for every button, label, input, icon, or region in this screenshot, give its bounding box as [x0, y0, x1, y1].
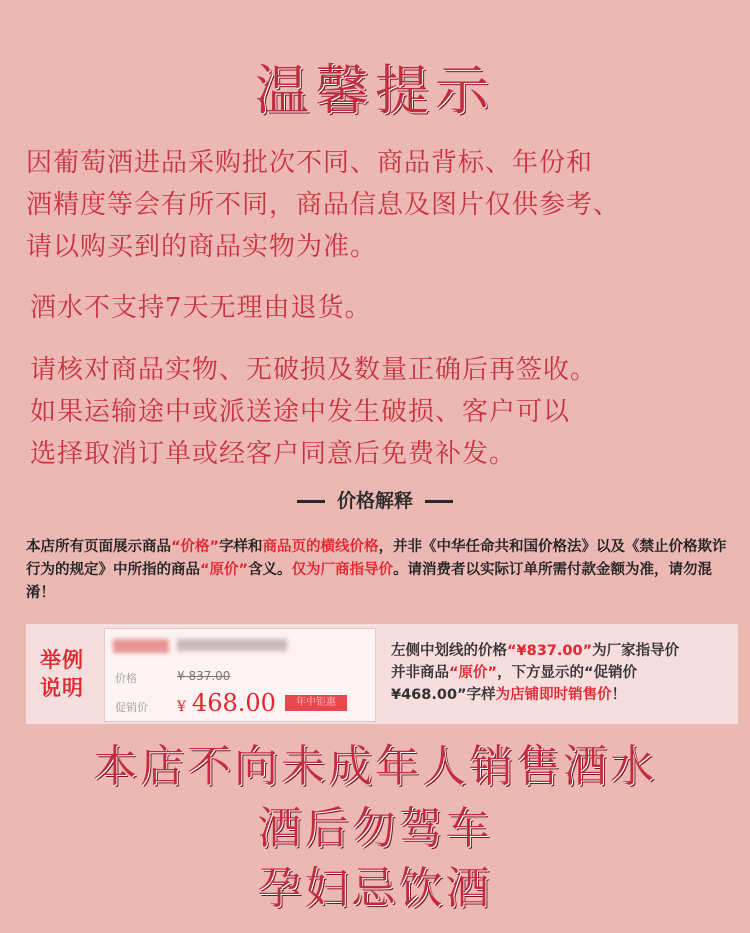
example-box: [26, 624, 738, 724]
sale-price-label: 促销价: [115, 701, 148, 714]
example-text: ，下方显示的“促销价: [497, 665, 638, 681]
strike-price: ¥ 837.00: [177, 669, 231, 683]
notice-line: 请以购买到的商品实物为准。: [26, 232, 378, 262]
notice-line: 如果运输途中或派送途中发生破损、客户可以: [30, 397, 571, 427]
notice-paragraph-1: [26, 142, 620, 268]
explain-text: ，并非《中华任命共和国价格法》以及《禁止价格欺诈行为的规定》中所指的商品: [26, 539, 727, 578]
page-title: 温馨提示: [255, 59, 495, 122]
notice-line: 选择取消订单或经客户同意后免费补发。: [30, 439, 517, 469]
example-line: [391, 684, 679, 706]
example-line: [391, 662, 679, 684]
drink-drive-warning: 酒后勿驾车: [257, 803, 493, 854]
price-heading-text: 价格解释: [336, 490, 413, 512]
explain-text: 本店所有页面展示商品: [26, 539, 171, 555]
example-text: ！: [611, 687, 627, 703]
example-line: [391, 640, 679, 662]
example-text: ¥468.00”字样: [391, 687, 496, 703]
explain-highlight: “原价”: [200, 562, 249, 578]
dash-left: [297, 500, 325, 503]
example-text: 并非商品: [391, 665, 449, 681]
sale-price: [177, 689, 276, 717]
pregnancy-warning: 孕妇忌饮酒: [257, 863, 493, 914]
explain-highlight: “价格”: [171, 539, 220, 555]
explain-text: 。请消费者以实际订单所需付款金额为准，请勿混淆！: [26, 562, 713, 601]
notice-line: 请核对商品实物、无破损及数量正确后再签收。: [30, 355, 598, 385]
price-label: 价格: [115, 672, 137, 685]
dash-right: [425, 500, 453, 503]
price-section-heading: [0, 486, 750, 513]
no-return-notice: 酒水不支持7天无理由退货。: [30, 293, 372, 323]
promo-badge: 年中钜惠: [285, 695, 347, 711]
notice-paragraph-3: [30, 349, 597, 475]
notice-line: 因葡萄酒进品采购批次不同、商品背标、年份和: [26, 148, 594, 178]
example-text: 为厂家指导价: [592, 643, 680, 659]
example-label: 举例说明: [40, 648, 84, 700]
example-highlight: 为店铺即时销售价: [495, 687, 612, 703]
example-text: 左侧中划线的价格: [391, 643, 507, 659]
minor-sale-warning: 本店不向未成年人销售酒水: [93, 741, 657, 792]
explain-highlight: 仅为厂商指导价: [291, 562, 394, 578]
product-price-card: [104, 628, 376, 722]
currency-symbol: ¥: [177, 699, 186, 715]
explain-text: 字样和: [219, 539, 263, 555]
notice-line: 酒精度等会有所不同，商品信息及图片仅供参考、: [26, 190, 621, 220]
blurred-product-desc: [177, 639, 287, 651]
example-highlight: “原价”: [449, 665, 498, 681]
explain-highlight: 商品页的横线价格: [262, 539, 379, 555]
price-explanation: [26, 536, 738, 605]
example-highlight: “¥837.00”: [507, 643, 593, 659]
example-explanation: [391, 640, 679, 706]
explain-text: 含义。: [248, 562, 292, 578]
blurred-product-name: [113, 639, 169, 653]
sale-price-value: 468.00: [191, 689, 276, 717]
